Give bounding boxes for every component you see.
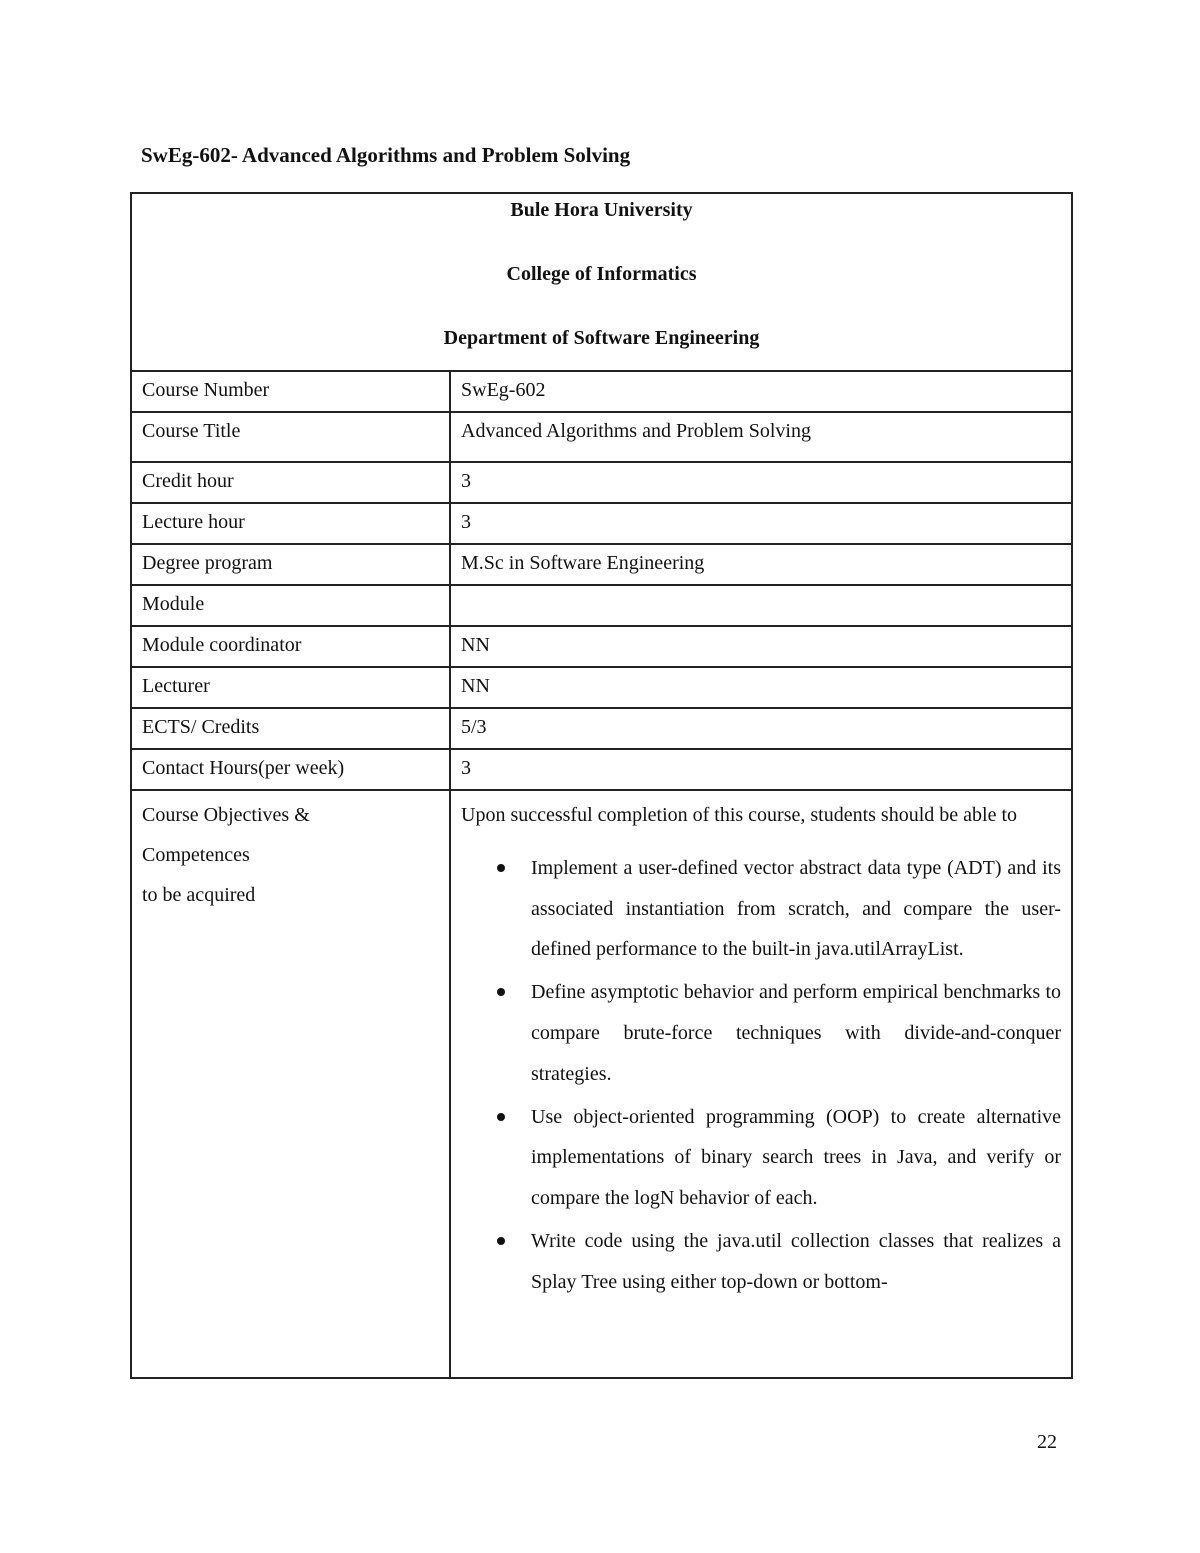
table-header-row — [131, 193, 1072, 371]
objectives-label-line: Course Objectives & — [142, 804, 310, 826]
table-row — [131, 667, 1072, 708]
table-row — [131, 371, 1072, 412]
row-value: NN — [450, 626, 1072, 667]
document-heading: SwEg-602- Advanced Algorithms and Problem Solving — [141, 143, 631, 167]
objective-text: Write code using the java.util collection classes that realizes a Splay Tree using either top-down or bottom- — [531, 1229, 1062, 1293]
row-label: Lecturer — [131, 667, 450, 708]
bullet-icon — [497, 1113, 505, 1121]
bullet-icon — [497, 864, 505, 872]
row-label: Credit hour — [131, 462, 450, 503]
row-value: 3 — [450, 462, 1072, 503]
objectives-content — [450, 790, 1072, 1378]
course-info-table — [130, 192, 1073, 1379]
list-item — [531, 1221, 1061, 1303]
row-label: ECTS/ Credits — [131, 708, 450, 749]
objective-text: Define asymptotic behavior and perform empirical benchmarks to compare brute-force techniques with divide-and-conquer strategies. — [531, 981, 1062, 1085]
row-label: Module — [131, 585, 450, 626]
objectives-list — [461, 848, 1061, 1303]
row-label: Lecture hour — [131, 503, 450, 544]
row-value: 3 — [450, 503, 1072, 544]
table-row — [131, 412, 1072, 462]
objectives-intro: Upon successful completion of this course, students should be able to — [461, 804, 1018, 826]
table-row — [131, 503, 1072, 544]
objective-text: Implement a user-defined vector abstract data type (ADT) and its associated instantiation from scratch, and compare the user-defined performance to the built-in java.utilArrayList. — [531, 856, 1062, 961]
row-label: Contact Hours(per week) — [131, 749, 450, 790]
department-name: Department of Software Engineering — [443, 327, 760, 349]
row-value: M.Sc in Software Engineering — [450, 544, 1072, 585]
row-value: 5/3 — [450, 708, 1072, 749]
table-row — [131, 544, 1072, 585]
row-label: Module coordinator — [131, 626, 450, 667]
row-label: Course Title — [131, 412, 450, 462]
university-name: Bule Hora University — [510, 199, 693, 221]
bullet-icon — [497, 988, 505, 996]
row-value: Advanced Algorithms and Problem Solving — [450, 412, 1072, 462]
objectives-label — [131, 790, 450, 1378]
objectives-label-line: Competences — [142, 844, 250, 866]
list-item — [531, 1097, 1061, 1219]
table-row — [131, 626, 1072, 667]
row-label: Course Number — [131, 371, 450, 412]
page-number: 22 — [1037, 1431, 1057, 1453]
row-value: 3 — [450, 749, 1072, 790]
row-value — [450, 585, 1072, 626]
objective-text: Use object-oriented programming (OOP) to create alternative implementations of binary search trees in Java, and verify or compare the logN behavior of each. — [531, 1105, 1062, 1210]
row-label: Degree program — [131, 544, 450, 585]
row-value: NN — [450, 667, 1072, 708]
bullet-icon — [497, 1237, 505, 1245]
table-row — [131, 462, 1072, 503]
table-row — [131, 585, 1072, 626]
list-item — [531, 972, 1061, 1094]
institution-header — [131, 193, 1072, 371]
list-item — [531, 848, 1061, 970]
table-row — [131, 708, 1072, 749]
row-value: SwEg-602 — [450, 371, 1072, 412]
table-row — [131, 749, 1072, 790]
objectives-label-line: to be acquired — [142, 884, 256, 906]
college-name: College of Informatics — [506, 263, 697, 285]
objectives-row — [131, 790, 1072, 1378]
